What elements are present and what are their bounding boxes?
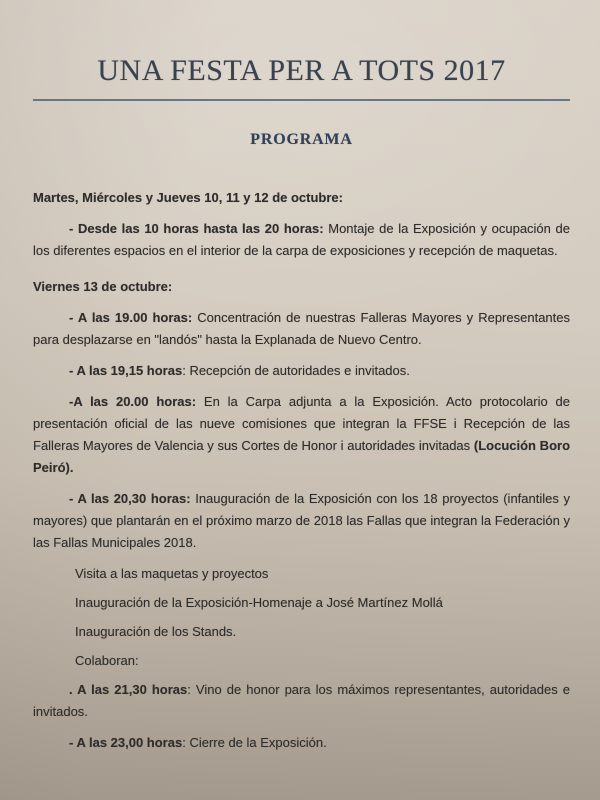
entry-time: - Desde las 10 horas hasta las 20 horas: (69, 221, 324, 236)
title-divider (33, 99, 570, 101)
schedule-entry (33, 488, 570, 554)
entry-text: Concentración de nuestras Falleras Mayores y Representantes para desplazarse en "landós" hasta la Explanada de Nuevo Centro. (33, 310, 570, 347)
sub-item (75, 621, 570, 643)
document-subtitle: PROGRAMA (250, 131, 353, 148)
document-body (33, 187, 570, 754)
entry-text: : Cierre de la Exposición. (182, 735, 327, 750)
schedule-entry (33, 218, 570, 262)
entry-text: Inauguración de la Exposición con los 18 proyectos (infantiles y mayores) que plantarán en el próximo marzo de 2018 las Fallas que integran la Federación y las Fallas Municipales 2018. (33, 491, 570, 550)
section-heading: Viernes 13 de octubre: (33, 279, 173, 294)
schedule-entry (33, 732, 570, 754)
schedule-entry (33, 679, 570, 723)
section-heading: Martes, Miércoles y Jueves 10, 11 y 12 de octubre: (33, 190, 343, 205)
entry-text: : Vino de honor para los máximos representantes, autoridades e invitados. (33, 682, 570, 719)
sub-item-label: Visita a las maquetas y proyectos (75, 566, 269, 581)
sub-item (75, 650, 570, 672)
entry-text: Montaje de la Exposición y ocupación de los diferentes espacios en el interior de la carpa de exposiciones y recepción de maquetas. (33, 221, 570, 258)
entry-time: - A las 20,30 horas: (69, 491, 191, 506)
schedule-entry (33, 307, 570, 351)
sub-item (75, 563, 570, 585)
entry-time: - A las 23,00 horas (69, 735, 183, 750)
document-title: UNA FESTA PER A TOTS 2017 (97, 54, 506, 87)
entry-time: - A las 19,15 horas (69, 363, 183, 378)
section (33, 187, 570, 262)
schedule-entry (33, 391, 570, 479)
schedule-entry (33, 360, 570, 382)
sub-item (75, 592, 570, 614)
sub-item-label: Colaboran: (75, 653, 139, 668)
sub-item-label: Inauguración de los Stands. (75, 624, 237, 639)
entry-time: - A las 19.00 horas: (69, 310, 193, 325)
entry-time: -A las 20.00 horas: (69, 394, 197, 409)
entry-text: En la Carpa adjunta a la Exposición. Acto protocolario de presentación oficial de las nueve comisiones que integran la FFSE i Recepción de las Falleras Mayores de Valencia y sus Cortes de Honor i autoridades invitadas (33, 394, 571, 453)
entry-emphasis: (Locución Boro Peiró). (33, 438, 571, 475)
section (33, 276, 570, 754)
entry-time: . A las 21,30 horas (69, 682, 188, 697)
entry-text: : Recepción de autoridades e invitados. (182, 363, 410, 378)
sub-item-label: Inauguración de la Exposición-Homenaje a José Martínez Mollá (75, 595, 443, 610)
